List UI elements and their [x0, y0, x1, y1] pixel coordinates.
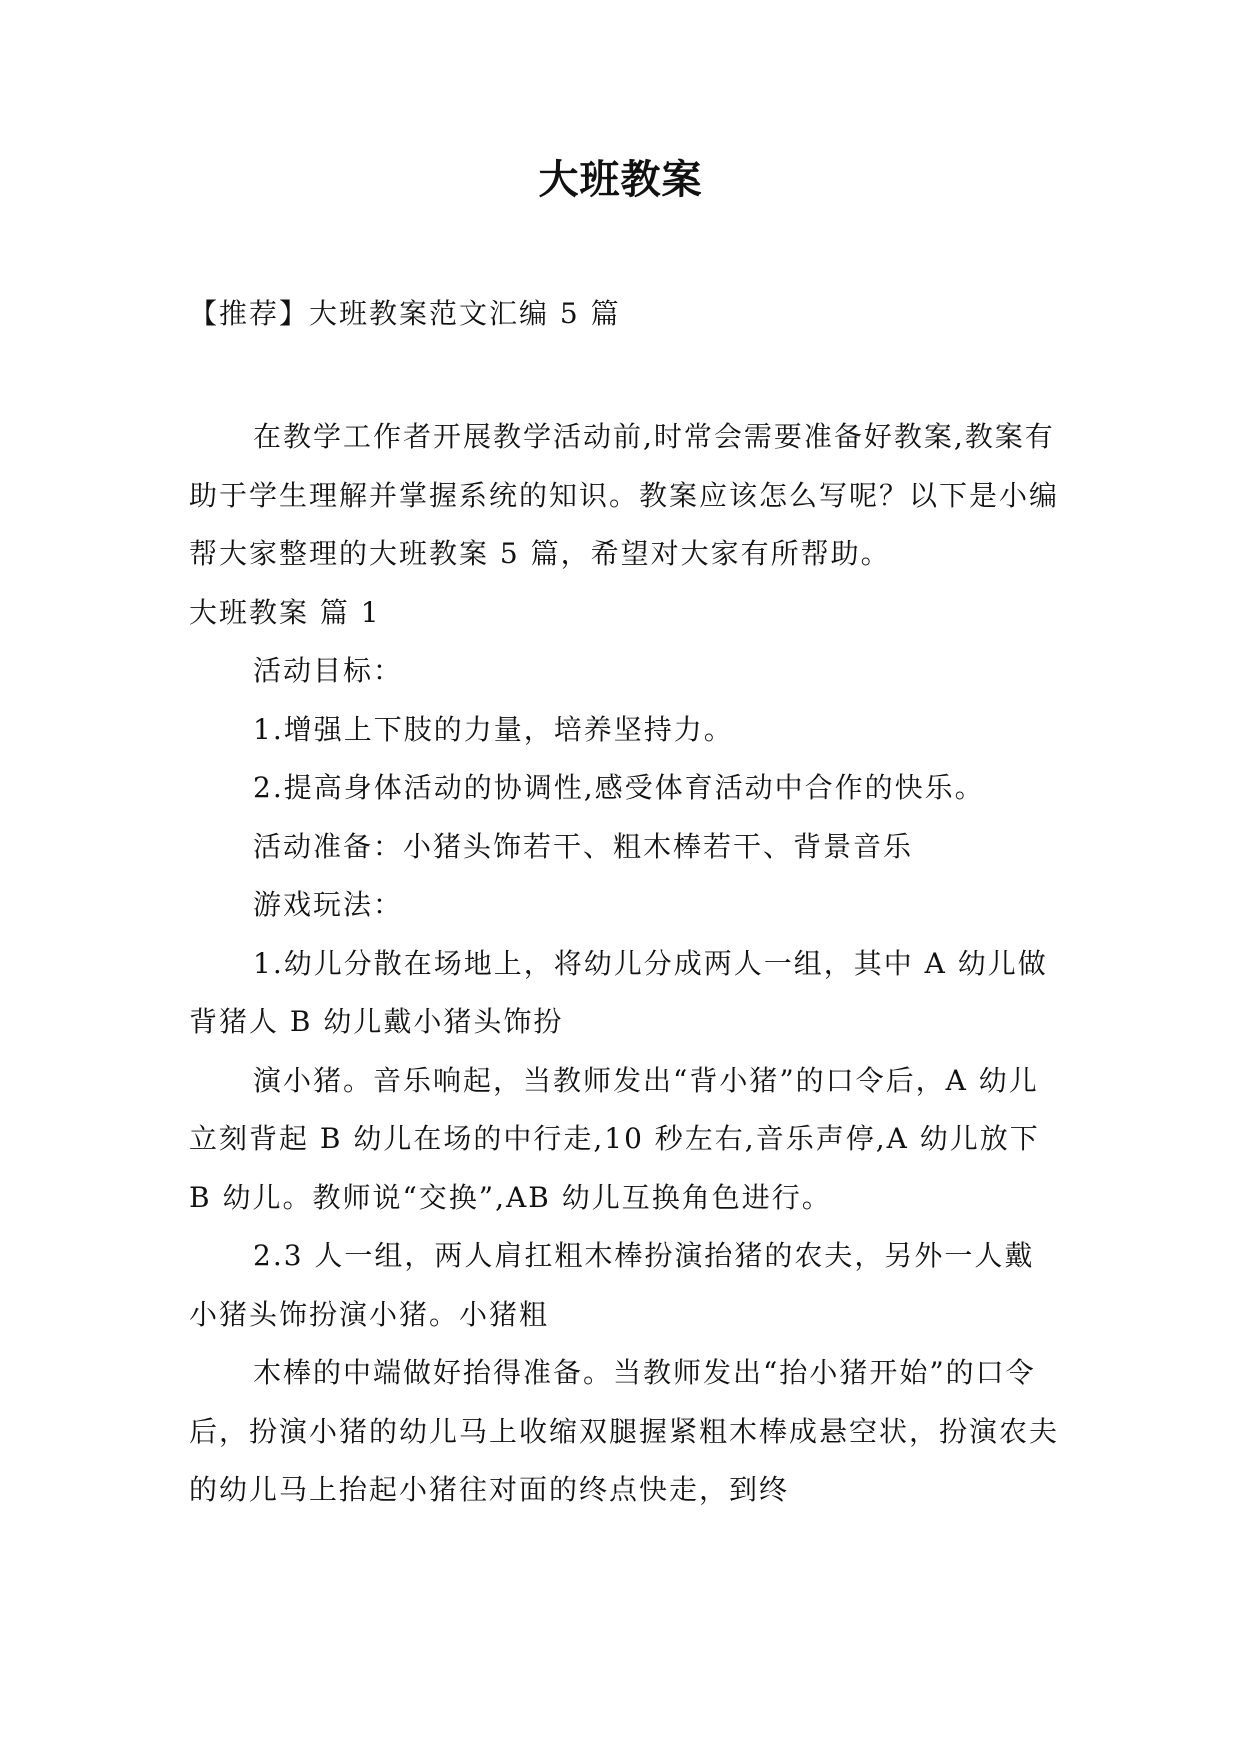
paragraph-intro: 在教学工作者开展教学活动前,时常会需要准备好教案,教案有助于学生理解并掌握系统的知识。教案应该怎么写呢？以下是小编帮大家整理的大班教案 5 篇，希望对大家有所帮助。	[189, 420, 1060, 570]
document-body	[189, 408, 1059, 1520]
paragraph-goal-2: 2.提高身体活动的协调性,感受体育活动中合作的快乐。	[253, 771, 985, 804]
paragraph-preparation: 活动准备：小猪头饰若干、粗木棒若干、背景音乐	[253, 829, 914, 863]
paragraph-gameplay-heading: 游戏玩法：	[253, 888, 404, 921]
document-title: 大班教案	[538, 157, 703, 203]
paragraph-gameplay-2: 2.3 人一组，两人肩扛粗木棒扮演抬猪的农夫，另外一人戴小猪头饰扮演小猪。小猪粗	[189, 1239, 1035, 1331]
paragraph-goal-1: 1.增强上下肢的力量，培养坚持力。	[253, 712, 734, 746]
paragraph-gameplay-2-cont: 木棒的中端做好抬得准备。当教师发出“抬小猪开始”的口令后，扮演小猪的幼儿马上收缩双腿握紧粗木棒成悬空状，扮演农夫的幼儿马上抬起小猪往对面的终点快走，到终	[189, 1356, 1060, 1506]
paragraph-gameplay-1-cont: 演小猪。音乐响起，当教师发出“背小猪”的口令后，A 幼儿立刻背起 B 幼儿在场的中行走,10 秒左右,音乐声停,A 幼儿放下 B 幼儿。教师说“交换”,AB 幼儿互换角色进行。	[189, 1063, 1040, 1214]
paragraph-goals-heading: 活动目标：	[253, 654, 404, 687]
document-subtitle: 【推荐】大班教案范文汇编 5 篇	[189, 297, 621, 330]
paragraph-gameplay-1: 1.幼儿分散在场地上，将幼儿分成两人一组，其中 A 幼儿做背猪人 B 幼儿戴小猪头饰扮	[189, 946, 1048, 1038]
section-heading: 大班教案 篇 1	[189, 595, 381, 629]
